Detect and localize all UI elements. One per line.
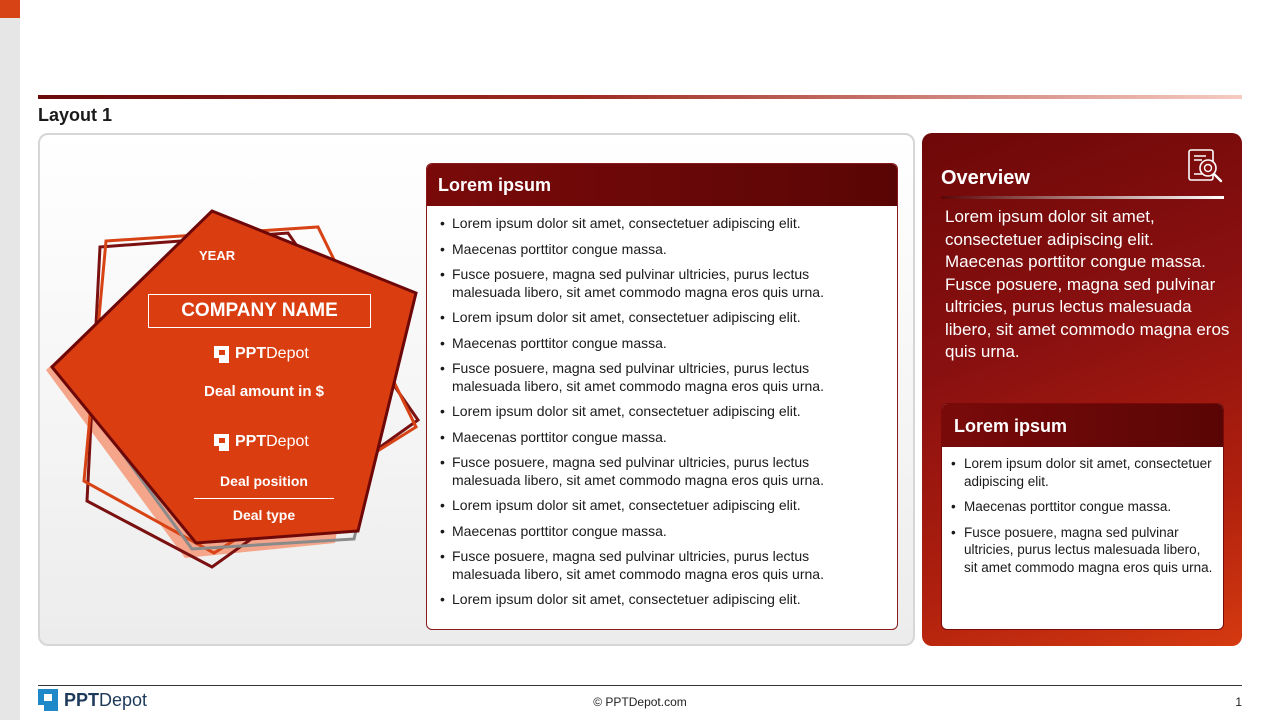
corner-accent bbox=[0, 0, 20, 18]
list-item: • Lorem ipsum dolor sit amet, consectetuer adipiscing elit. bbox=[440, 591, 881, 609]
logo-text-bold: PPT bbox=[235, 433, 267, 450]
slide-title: Layout 1 bbox=[38, 105, 113, 125]
list-item: • Maecenas porttitor congue massa. bbox=[440, 241, 881, 259]
list-item: • Fusce posuere, magna sed pulvinar ultricies, purus lectus malesuada libero, sit amet commodo magna eros quis urna. bbox=[440, 360, 881, 395]
list-item: • Lorem ipsum dolor sit amet, consectetuer adipiscing elit. bbox=[440, 497, 881, 515]
footer-brand-text bbox=[64, 690, 147, 711]
sub-card-title: Lorem ipsum bbox=[942, 404, 1223, 447]
list-item: • Fusce posuere, magna sed pulvinar ultricies, purus lectus malesuada libero, sit amet commodo magna eros quis urna. bbox=[440, 454, 881, 489]
card-title: Lorem ipsum bbox=[427, 164, 897, 206]
lorem-ipsum-card bbox=[426, 163, 898, 630]
logo-text-light: Depot bbox=[266, 433, 309, 450]
list-item: • Maecenas porttitor congue massa. bbox=[440, 335, 881, 353]
footer-copyright: © PPTDepot.com bbox=[593, 695, 687, 709]
deal-divider bbox=[194, 498, 334, 499]
list-item: • Lorem ipsum dolor sit amet, consectetuer adipiscing elit. bbox=[440, 309, 881, 327]
left-margin-strip bbox=[0, 0, 20, 720]
company-name-box: COMPANY NAME bbox=[148, 294, 371, 328]
year-label: YEAR bbox=[199, 248, 236, 263]
footer-brand-light: Depot bbox=[99, 689, 148, 710]
deal-position-label: Deal position bbox=[220, 473, 308, 489]
logo-text-bold: PPT bbox=[235, 345, 267, 362]
pptdepot-logo-icon bbox=[214, 434, 229, 451]
page-number: 1 bbox=[1235, 695, 1242, 709]
list-item: • Maecenas porttitor congue massa. bbox=[951, 498, 1213, 516]
overview-body: Lorem ipsum dolor sit amet, consectetuer adipiscing elit. Maecenas porttitor congue massa. Fusce posuere, magna sed pulvinar ultricies, purus lectus malesuada libero, sit amet commodo magna eros quis urna. bbox=[945, 207, 1230, 361]
footer-brand-bold: PPT bbox=[64, 689, 100, 710]
overview-rule bbox=[941, 196, 1224, 199]
title-rule bbox=[38, 95, 1242, 99]
overview-lorem-card bbox=[941, 403, 1224, 630]
deal-type-label: Deal type bbox=[232, 507, 296, 523]
list-item: • Lorem ipsum dolor sit amet, consectetuer adipiscing elit. bbox=[440, 215, 881, 233]
pptdepot-logo bbox=[214, 345, 309, 363]
list-item: • Lorem ipsum dolor sit amet, consectetuer adipiscing elit. bbox=[951, 455, 1213, 490]
pptdepot-logo-icon bbox=[214, 346, 229, 363]
document-search-icon bbox=[1186, 148, 1224, 186]
pptdepot-logo bbox=[214, 433, 309, 451]
footer-brand-logo bbox=[38, 689, 147, 711]
list-item: • Fusce posuere, magna sed pulvinar ultricies, purus lectus malesuada libero, sit amet commodo magna eros quis urna. bbox=[951, 524, 1213, 577]
list-item: • Lorem ipsum dolor sit amet, consectetuer adipiscing elit. bbox=[440, 403, 881, 421]
card-bullet-list bbox=[427, 206, 897, 609]
list-item: • Fusce posuere, magna sed pulvinar ultricies, purus lectus malesuada libero, sit amet commodo magna eros quis urna. bbox=[440, 266, 881, 301]
list-item: • Maecenas porttitor congue massa. bbox=[440, 429, 881, 447]
list-item: • Maecenas porttitor congue massa. bbox=[440, 523, 881, 541]
list-item: • Fusce posuere, magna sed pulvinar ultricies, purus lectus malesuada libero, sit amet commodo magna eros quis urna. bbox=[440, 548, 881, 583]
overview-title: Overview bbox=[941, 167, 1030, 189]
deal-amount-label: Deal amount in $ bbox=[203, 383, 325, 400]
sub-card-bullet-list bbox=[942, 447, 1223, 576]
pptdepot-logo-icon bbox=[38, 689, 58, 711]
footer-rule bbox=[38, 685, 1242, 686]
logo-text-light: Depot bbox=[266, 345, 309, 362]
